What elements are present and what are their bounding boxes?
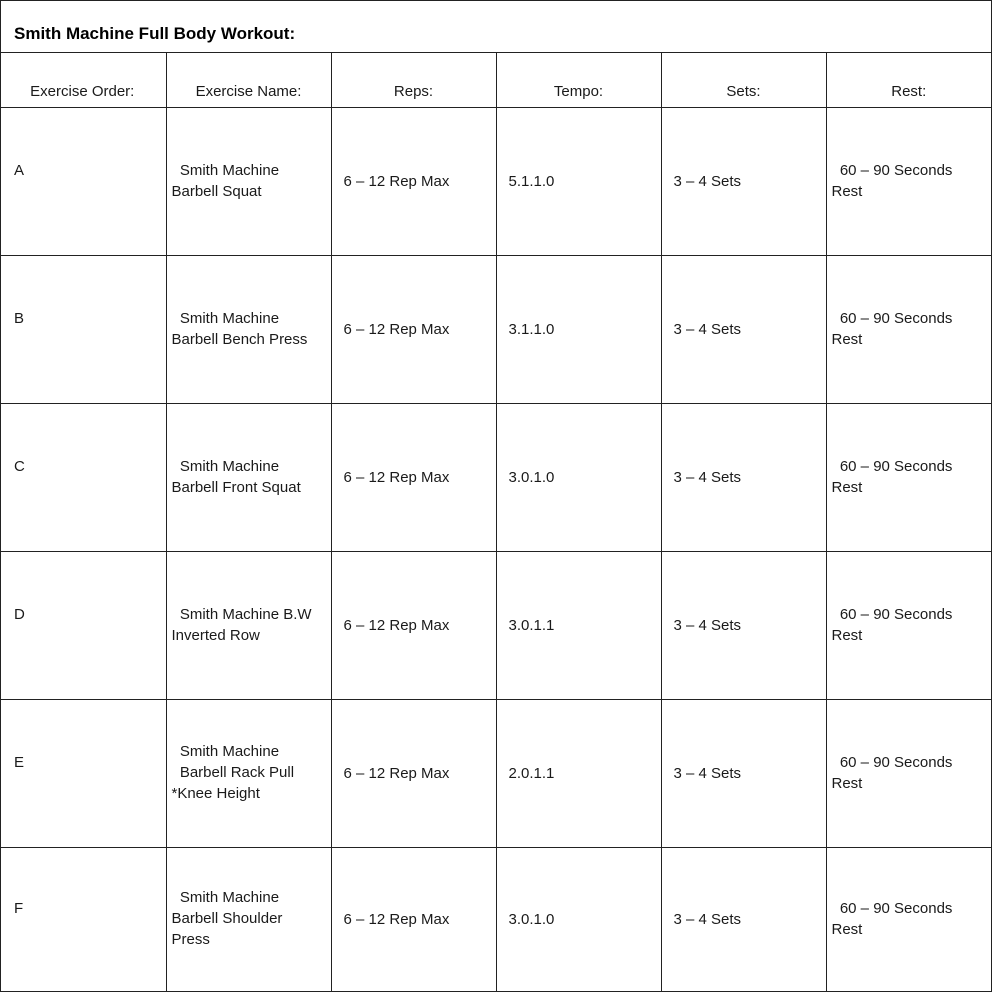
table-row — [1, 256, 991, 404]
tempo-cell: 5.1.1.0 — [496, 108, 661, 256]
exercise-order-cell: D — [1, 552, 166, 700]
header-rest: Rest: — [826, 53, 991, 108]
exercise-name-cell: Smith Machine Barbell Rack Pull *Knee Height — [166, 700, 331, 848]
page-title: Smith Machine Full Body Workout: — [14, 24, 296, 43]
table-row — [1, 848, 991, 992]
tempo-cell: 3.1.1.0 — [496, 256, 661, 404]
sets-cell: 3 – 4 Sets — [661, 256, 826, 404]
table-row — [1, 552, 991, 700]
reps-cell: 6 – 12 Rep Max — [331, 552, 496, 700]
reps-cell: 6 – 12 Rep Max — [331, 256, 496, 404]
exercise-name-cell: Smith Machine B.W Inverted Row — [166, 552, 331, 700]
header-tempo: Tempo: — [496, 53, 661, 108]
rest-cell: 60 – 90 Seconds Rest — [831, 899, 953, 938]
rest-cell: 60 – 90 Seconds Rest — [826, 700, 991, 848]
tempo-cell: 3.0.1.0 — [496, 404, 661, 552]
tempo-cell: 2.0.1.1 — [496, 700, 661, 848]
header-sets: Sets: — [661, 53, 826, 108]
rest-cell: 60 – 90 Seconds Rest — [826, 552, 991, 700]
reps-cell: 6 – 12 Rep Max — [331, 108, 496, 256]
rest-cell: 60 – 90 Seconds Rest — [826, 256, 991, 404]
title-bar — [1, 1, 991, 53]
header-reps: Reps: — [331, 53, 496, 108]
header-exercise-name: Exercise Name: — [166, 53, 331, 108]
exercise-order-cell: E — [1, 700, 166, 848]
table-row — [1, 404, 991, 552]
exercise-order-cell: F — [1, 848, 166, 992]
reps-cell: 6 – 12 Rep Max — [331, 700, 496, 848]
sets-cell: 3 – 4 Sets — [661, 700, 826, 848]
sets-cell: 3 – 4 Sets — [661, 848, 826, 992]
reps-cell: 6 – 12 Rep Max — [331, 404, 496, 552]
exercise-name-cell: Smith Machine Barbell Shoulder Press — [166, 848, 331, 992]
header-exercise-order: Exercise Order: — [1, 53, 166, 108]
rest-cell: 60 – 90 Seconds Rest — [826, 108, 991, 256]
exercise-order-cell: C — [1, 404, 166, 552]
tempo-cell: 3.0.1.1 — [496, 552, 661, 700]
exercise-name-cell: Smith Machine Barbell Front Squat — [166, 404, 331, 552]
sets-cell: 3 – 4 Sets — [661, 108, 826, 256]
table-row — [1, 700, 991, 848]
rest-cell: 60 – 90 Seconds Rest — [826, 404, 991, 552]
exercise-order-cell: A — [1, 108, 166, 256]
sets-cell: 3 – 4 Sets — [661, 552, 826, 700]
exercise-name-cell: Smith Machine Barbell Squat — [166, 108, 331, 256]
tempo-cell: 3.0.1.0 — [496, 848, 661, 992]
table-row — [1, 108, 991, 256]
workout-table — [1, 53, 991, 991]
table-header-row — [1, 53, 991, 108]
reps-cell: 6 – 12 Rep Max — [331, 848, 496, 992]
exercise-order-cell: B — [1, 256, 166, 404]
exercise-name-cell: Smith Machine Barbell Bench Press — [166, 256, 331, 404]
sets-cell: 3 – 4 Sets — [661, 404, 826, 552]
